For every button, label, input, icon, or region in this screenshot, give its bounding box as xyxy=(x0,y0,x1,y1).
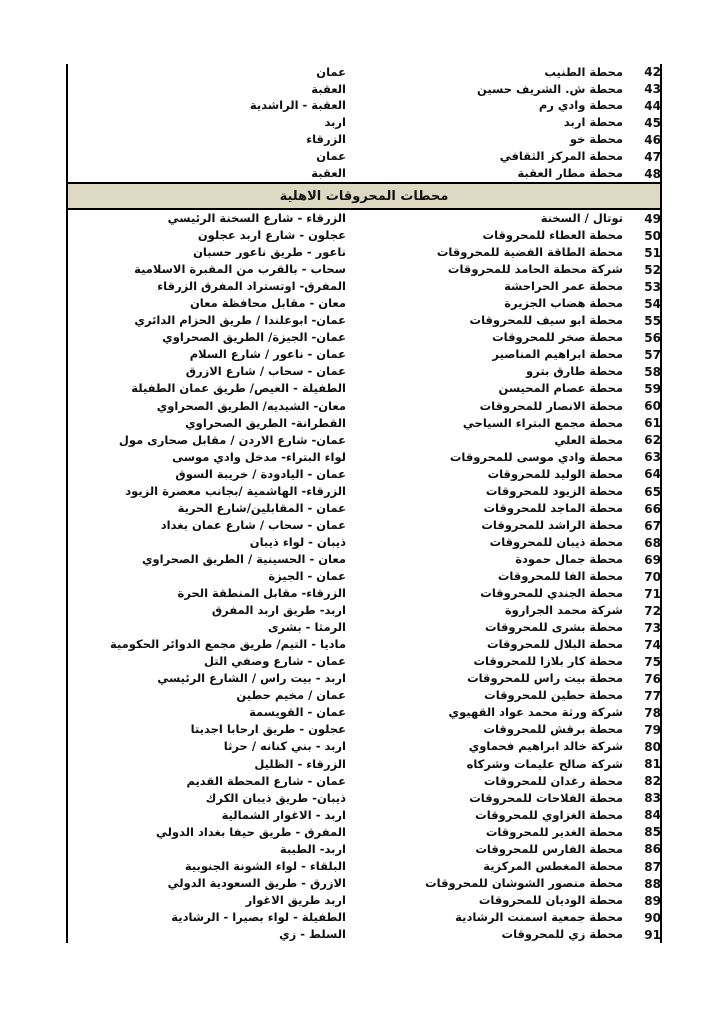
station-location: عمان- ابوعلندا / طريق الحزام الدائري xyxy=(134,313,346,328)
station-location: اربد - الاغوار الشمالية xyxy=(221,807,346,822)
station-name: محطة طارق بترو xyxy=(526,364,623,379)
row-number: 43 xyxy=(644,82,661,97)
station-name: محطة ابو سيف للمحروقات xyxy=(469,313,623,328)
station-name: محطة بشرى للمحروقات xyxy=(484,620,623,635)
row-number: 59 xyxy=(644,382,661,397)
table-row xyxy=(68,551,660,568)
station-location: لواء البتراء- مدخل وادي موسى xyxy=(172,449,346,464)
station-name: محطة زي للمحروقات xyxy=(501,926,623,941)
table-row xyxy=(68,602,660,619)
station-name: محطة الراشد للمحروقات xyxy=(481,517,623,532)
stations-list-top xyxy=(68,64,660,182)
station-location: عمان xyxy=(316,64,346,79)
row-number: 70 xyxy=(644,569,661,584)
station-name: شركة صالح عليمات وشركاه xyxy=(466,756,623,771)
station-location: الرمثا - بشرى xyxy=(267,620,346,635)
table-row xyxy=(68,415,660,432)
row-number: 61 xyxy=(644,416,661,431)
table-row xyxy=(68,756,660,773)
table-row xyxy=(68,688,660,705)
row-number: 54 xyxy=(644,296,661,311)
station-location: الزرقاء xyxy=(306,132,346,147)
station-location: الزرقاء - الظليل xyxy=(254,756,346,771)
station-location: عمان - المقابلين/شارع الحرية xyxy=(177,500,346,515)
table-row xyxy=(68,261,660,278)
station-name: محطة حطين للمحروقات xyxy=(484,688,623,703)
row-number: 69 xyxy=(644,552,661,567)
row-number: 46 xyxy=(644,133,661,147)
station-name: شركة ورثة محمد عواد القهيوي xyxy=(448,705,623,720)
station-location: عمان- شارع الاردن / مقابل صحارى مول xyxy=(118,432,346,447)
station-location: الزرقاء- الهاشمية /بجانب معصرة الزيود xyxy=(125,483,346,498)
row-number: 77 xyxy=(644,689,661,704)
row-number: 49 xyxy=(644,211,661,226)
row-number: 66 xyxy=(644,501,661,516)
table-row xyxy=(68,210,660,227)
section-header-title: محطات المحروقات الاهلية xyxy=(279,188,449,204)
station-location: اربد- الطيبة xyxy=(279,841,346,856)
station-location: اربد - بني كنانه / حرثا xyxy=(223,739,346,754)
station-name: محطة وادي رم xyxy=(538,98,623,113)
table-row xyxy=(68,165,660,182)
fuel-stations-table xyxy=(66,64,662,943)
table-row xyxy=(68,773,660,790)
station-name: محطة المركز الثقافي xyxy=(499,149,623,164)
station-name: محطة ذيبان للمحروقات xyxy=(489,534,623,549)
row-number: 78 xyxy=(644,706,661,721)
station-location: البلقاء - لواء الشونة الجنوبية xyxy=(184,858,346,873)
table-row xyxy=(68,132,660,149)
station-name: محطة صخر للمحروقات xyxy=(492,330,623,345)
station-location: اربد- طريق اربد المفرق xyxy=(211,603,346,618)
table-row xyxy=(68,568,660,585)
station-name: محطة عصام المحيسن xyxy=(498,381,623,396)
table-row xyxy=(68,64,660,81)
station-location: الزرقاء- مقابل المنطقة الحرة xyxy=(177,586,346,601)
table-row xyxy=(68,653,660,670)
table-row xyxy=(68,98,660,115)
station-name: شركة محطة الحامد للمحروقات xyxy=(447,262,623,277)
station-location: عمان xyxy=(316,149,346,164)
station-name: محطة الزيود للمحروقات xyxy=(485,483,623,498)
station-location: عمان - سحاب / شارع الازرق xyxy=(185,364,346,379)
row-number: 85 xyxy=(644,825,661,840)
table-row xyxy=(68,636,660,653)
table-row xyxy=(68,295,660,312)
station-name: محطة الطاقة الفضية للمحروقات xyxy=(436,245,623,260)
row-number: 53 xyxy=(644,279,661,294)
table-row xyxy=(68,398,660,415)
row-number: 82 xyxy=(644,774,661,789)
station-location: اربد طريق الاغوار xyxy=(245,892,346,907)
station-location: الزرقاء - شارع السخنة الرئيسي xyxy=(167,211,346,225)
row-number: 71 xyxy=(644,586,661,601)
row-number: 55 xyxy=(644,314,661,329)
station-location: عمان - القويسمة xyxy=(249,705,346,720)
table-row xyxy=(68,347,660,364)
station-name: محطة مطار العقبة xyxy=(517,166,623,181)
table-row xyxy=(68,619,660,636)
station-location: عمان - اليادودة / خريبة السوق xyxy=(175,466,346,481)
row-number: 52 xyxy=(644,262,661,277)
station-location: الطفيلة - لواء بصيرا - الرشادية xyxy=(171,909,346,924)
row-number: 67 xyxy=(644,518,661,533)
table-row xyxy=(68,81,660,98)
row-number: 83 xyxy=(644,791,661,806)
table-row xyxy=(68,148,660,165)
table-row xyxy=(68,705,660,722)
row-number: 76 xyxy=(644,672,661,687)
station-name: محطة الماجد للمحروقات xyxy=(483,500,623,515)
station-name: شركة محمد الجراروة xyxy=(504,603,623,618)
station-name: محطة وادي موسى للمحروقات xyxy=(449,449,623,464)
section-header-band xyxy=(68,182,660,210)
station-name: محطة الوديان للمحروقات xyxy=(478,892,623,907)
station-location: ماديا - التيم/ طريق مجمع الدوائر الحكومية xyxy=(110,637,346,652)
station-name: محطة العلي xyxy=(554,432,623,447)
station-name: شركة خالد ابراهيم فحماوي xyxy=(468,739,623,754)
station-name: محطة الطنيب xyxy=(544,64,623,79)
station-name: محطة ش. الشريف حسين xyxy=(477,81,623,96)
station-location: العقبة - الراشدية xyxy=(249,98,346,113)
station-name: محطة رغدان للمحروقات xyxy=(483,773,623,788)
row-number: 64 xyxy=(644,467,661,482)
row-number: 88 xyxy=(644,876,661,891)
table-row xyxy=(68,500,660,517)
table-row xyxy=(68,875,660,892)
station-location: عمان - الجيزة xyxy=(268,568,346,583)
row-number: 81 xyxy=(644,757,661,772)
row-number: 42 xyxy=(644,65,661,80)
station-location: المفرق - طريق حيفا بغداد الدولي xyxy=(155,824,346,839)
stations-list-private xyxy=(68,210,660,943)
station-location: سحاب - بالقرب من المقبرة الاسلامية xyxy=(134,262,346,277)
row-number: 86 xyxy=(644,842,661,857)
station-name: محطة العطاء للمحروقات xyxy=(482,228,623,243)
station-location: اربد xyxy=(324,115,346,130)
row-number: 89 xyxy=(644,893,661,908)
station-location: السلط - زي xyxy=(279,926,346,941)
station-name: محطة الانصار للمحروقات xyxy=(479,398,623,413)
station-name: محطة بيت راس للمحروقات xyxy=(467,671,623,686)
table-row xyxy=(68,841,660,858)
table-row xyxy=(68,330,660,347)
table-row xyxy=(68,278,660,295)
row-number: 72 xyxy=(644,603,661,618)
row-number: 63 xyxy=(644,450,661,465)
station-name: محطة الغدير للمحروقات xyxy=(485,824,623,839)
station-name: محطة كار بلازا للمحروقات xyxy=(473,654,623,669)
station-location: عمان - شارع وصفي التل xyxy=(204,654,346,669)
station-location: عمان / مخيم حطين xyxy=(236,688,346,703)
station-name: محطة المغطس المركزية xyxy=(483,858,623,873)
station-name: محطة الفارس للمحروقات xyxy=(475,841,623,856)
table-row xyxy=(68,739,660,756)
station-location: اربد - بيت راس / الشارع الرئيسي xyxy=(157,671,346,686)
station-location: عجلون - شارع اربد عجلون xyxy=(197,228,346,243)
table-row xyxy=(68,115,660,132)
station-name: محطة جمعية اسمنت الرشادية xyxy=(455,909,623,924)
station-location: ذيبان- طريق ذيبان الكرك xyxy=(205,790,346,805)
row-number: 80 xyxy=(644,740,661,755)
station-location: العقبة xyxy=(311,166,346,181)
station-name: محطة هضاب الجزيرة xyxy=(504,296,623,311)
row-number: 45 xyxy=(644,116,661,131)
row-number: 48 xyxy=(644,166,661,181)
station-name: محطة الفا للمحروقات xyxy=(497,568,623,583)
row-number: 56 xyxy=(644,331,661,346)
table-row xyxy=(68,432,660,449)
station-location: عمان - سحاب / شارع عمان بغداد xyxy=(160,517,346,532)
row-number: 62 xyxy=(644,433,661,448)
station-name: محطة الوليد للمحروقات xyxy=(487,466,623,481)
table-row xyxy=(68,313,660,330)
table-row xyxy=(68,790,660,807)
station-location: ذيبان - لواء ذيبان xyxy=(249,534,346,549)
station-name: محطة منصور الشوشان للمحروقات xyxy=(425,875,623,890)
table-row xyxy=(68,466,660,483)
table-row xyxy=(68,227,660,244)
row-number: 47 xyxy=(644,149,661,164)
station-location: الطفيلة - العيص/ طريق عمان الطفيلة xyxy=(131,381,346,396)
station-name: محطة جمال حمودة xyxy=(515,551,623,566)
table-row xyxy=(68,824,660,841)
station-name: محطة الجندي للمحروقات xyxy=(480,586,623,601)
station-name: محطة مجمع البتراء السياحي xyxy=(462,415,623,430)
station-name: توتال / السخنة xyxy=(540,211,623,225)
row-number: 57 xyxy=(644,348,661,363)
table-row xyxy=(68,671,660,688)
station-name: محطة ابراهيم المناصير xyxy=(492,347,623,362)
station-name: محطة الغزاوي للمحروقات xyxy=(475,807,623,822)
row-number: 91 xyxy=(644,927,661,942)
station-location: معان - مقابل محافظة معان xyxy=(189,296,346,311)
table-row xyxy=(68,483,660,500)
station-location: عمان - شارع المحطة القديم xyxy=(186,773,346,788)
station-name: محطة برقش للمحروقات xyxy=(483,722,623,737)
station-location: عمان - ناعور / شارع السلام xyxy=(189,347,346,362)
table-row xyxy=(68,381,660,398)
table-row xyxy=(68,585,660,602)
row-number: 73 xyxy=(644,620,661,635)
row-number: 74 xyxy=(644,637,661,652)
station-name: محطة الفلاحات للمحروقات xyxy=(469,790,623,805)
table-row xyxy=(68,244,660,261)
table-row xyxy=(68,449,660,466)
row-number: 79 xyxy=(644,723,661,738)
table-row xyxy=(68,858,660,875)
row-number: 87 xyxy=(644,859,661,874)
station-name: محطة خو xyxy=(569,132,623,147)
row-number: 90 xyxy=(644,910,661,925)
station-location: معان- الشيديه/ الطريق الصحراوي xyxy=(156,398,346,413)
station-location: العقبة xyxy=(311,81,346,96)
station-location: عجلون - طريق ارحابا اجديتا xyxy=(190,722,346,737)
table-row xyxy=(68,517,660,534)
table-row xyxy=(68,722,660,739)
table-row xyxy=(68,807,660,824)
row-number: 60 xyxy=(644,399,661,414)
station-location: عمان- الجيزة/ الطريق الصحراوي xyxy=(162,330,346,345)
row-number: 51 xyxy=(644,245,661,260)
table-row xyxy=(68,926,660,943)
row-number: 68 xyxy=(644,535,661,550)
station-location: المفرق- اوتستراد المفرق الزرقاء xyxy=(157,279,346,294)
row-number: 50 xyxy=(644,228,661,243)
row-number: 84 xyxy=(644,808,661,823)
row-number: 75 xyxy=(644,654,661,669)
table-row xyxy=(68,364,660,381)
table-row xyxy=(68,534,660,551)
station-location: ناعور - طريق ناعور حسبان xyxy=(193,245,346,260)
table-row xyxy=(68,909,660,926)
station-location: القطرانة- الطريق الصحراوي xyxy=(185,415,346,430)
station-name: محطة اربد xyxy=(563,115,623,130)
station-name: محطة البلال للمحروقات xyxy=(487,637,623,652)
row-number: 65 xyxy=(644,484,661,499)
row-number: 58 xyxy=(644,365,661,380)
station-location: معان - الحسينية / الطريق الصحراوي xyxy=(141,551,346,566)
station-location: الازرق - طريق السعودية الدولي xyxy=(167,875,346,890)
table-row xyxy=(68,892,660,909)
row-number: 44 xyxy=(644,99,661,114)
station-name: محطة عمر الحراحشة xyxy=(504,279,623,294)
